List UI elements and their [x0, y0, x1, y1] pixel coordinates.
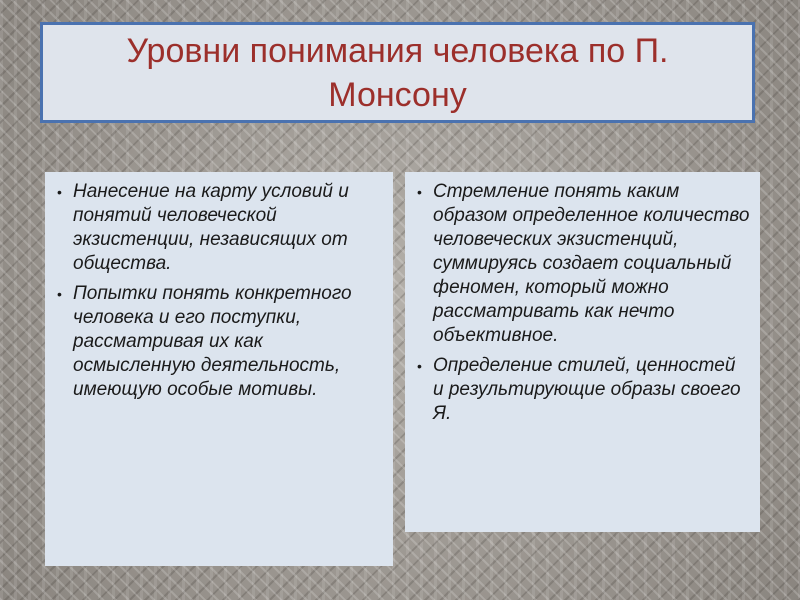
bullet-icon: • [417, 184, 422, 200]
bullet-icon: • [57, 184, 62, 200]
right-bullet-text: Стремление понять каким образом определенное количество человеческих экзистенций, суммируясь создает социальный феномен, который можно рассматривать как нечто объективное. [433, 181, 750, 346]
left-bullet-text: Попытки понять конкретного человека и его поступки, рассматривая их как осмысленную деятельность, имеющую особые мотивы. [73, 283, 352, 400]
right-bullet-item [413, 180, 750, 348]
bullet-icon: • [417, 358, 422, 374]
left-bullet-item [53, 180, 383, 276]
right-bullet-text: Определение стилей, ценностей и результирующие образы своего Я. [433, 355, 741, 424]
right-bullet-item [413, 354, 750, 426]
slide-title: Уровни понимания человека по П. Монсону [126, 31, 669, 114]
left-bullet-item [53, 282, 383, 402]
right-bullet-list [413, 180, 750, 426]
left-bullet-list [53, 180, 383, 402]
left-bullet-text: Нанесение на карту условий и понятий человеческой экзистенции, независящих от общества. [73, 181, 349, 274]
bullet-icon: • [57, 286, 62, 302]
right-panel [405, 172, 760, 532]
left-panel [45, 172, 393, 566]
slide-title-box [40, 22, 755, 123]
